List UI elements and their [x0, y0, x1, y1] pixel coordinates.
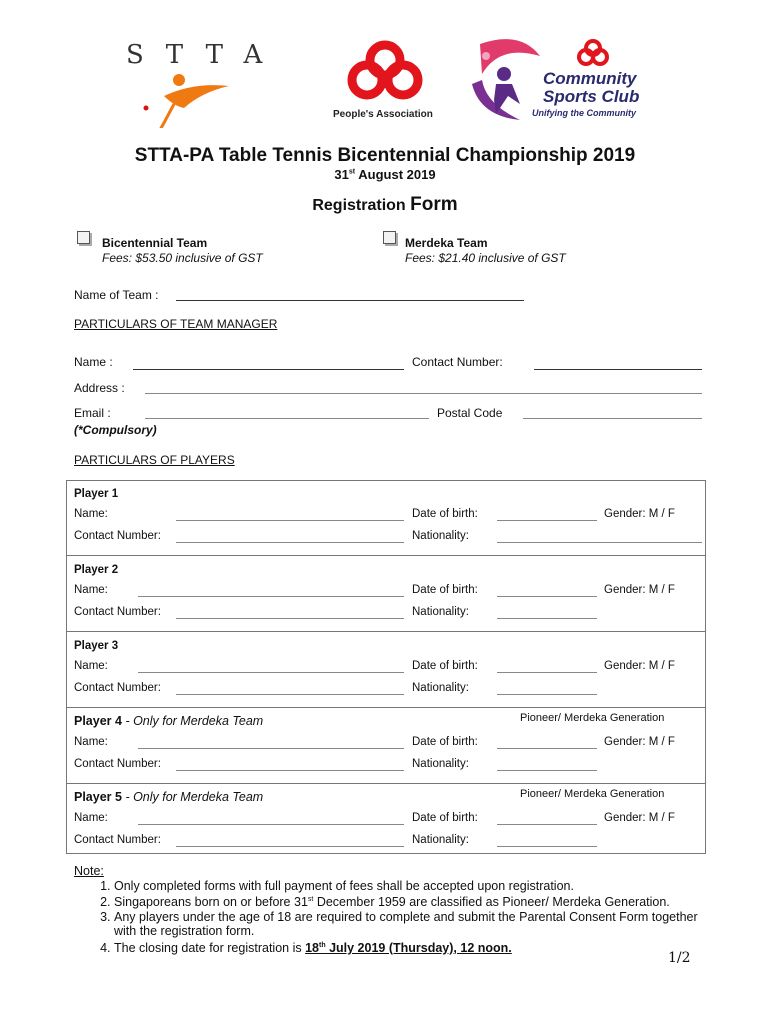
notes [74, 864, 714, 955]
note-item-2 [114, 893, 714, 910]
player-4-dob-field[interactable] [497, 748, 597, 749]
bicentennial-team-label: Bicentennial Team [102, 236, 208, 250]
note-item-2-a: Singaporeans born on or before 31 [114, 895, 308, 910]
stta-logo [124, 40, 285, 110]
player-5-title [74, 790, 263, 804]
player-1-contact-label: Contact Number: [74, 530, 161, 542]
closing-date-sup: th [318, 941, 326, 949]
player-4-nationality-field[interactable] [497, 770, 597, 771]
player-1-nationality-field[interactable] [497, 542, 702, 543]
note-item-4-a: The closing date for registration is [114, 940, 306, 955]
manager-email-field[interactable] [145, 418, 429, 419]
manager-postal-label: Postal Code [437, 406, 503, 420]
player-2-name-label: Name: [74, 584, 108, 596]
form-title-a: Registration [312, 197, 411, 214]
player-5-title-sub: - Only for Merdeka Team [121, 790, 264, 804]
player-2-name-field[interactable] [138, 596, 404, 597]
form-title-b: Form [410, 194, 458, 215]
closing-date [305, 941, 512, 955]
player-5-contact-field[interactable] [176, 846, 404, 847]
team-manager-heading: PARTICULARS OF TEAM MANAGER [74, 317, 278, 331]
player-3-name-label: Name: [74, 660, 108, 672]
player-3-dob-field[interactable] [497, 672, 597, 673]
player-4-name-field[interactable] [138, 748, 404, 749]
player-3-gender-label: Gender: M / F [604, 660, 675, 672]
manager-name-label: Name : [74, 355, 113, 369]
csc-emblem-icon [576, 38, 610, 68]
manager-postal-field[interactable] [523, 418, 702, 419]
closing-date-day: 18 [305, 940, 319, 955]
player-2-contact-field[interactable] [176, 618, 404, 619]
pa-caption: People's Association [333, 109, 433, 120]
player-4-title-text: Player 4 [74, 714, 122, 728]
player-2-dob-label: Date of birth: [412, 584, 478, 596]
player-4-name-label: Name: [74, 736, 108, 748]
player-4-gender-label: Gender: M / F [604, 736, 675, 748]
page-title: STTA-PA Table Tennis Bicentennial Championship 2019 [134, 145, 636, 166]
manager-address-label: Address : [74, 381, 125, 395]
player-5-title-text: Player 5 [74, 790, 122, 804]
players-heading: PARTICULARS OF PLAYERS [74, 453, 235, 467]
csc-title-line2: Sports Club [543, 87, 640, 106]
player-3-contact-label: Contact Number: [74, 682, 161, 694]
event-date-rest: August 2019 [355, 167, 436, 182]
player-4-title [74, 714, 263, 728]
player-5-dob-field[interactable] [497, 824, 597, 825]
merdeka-team-checkbox[interactable] [383, 231, 396, 244]
player-5-name-field[interactable] [138, 824, 404, 825]
player-3-nationality-field[interactable] [497, 694, 597, 695]
note-item-2-b: December 1959 are classified as Pioneer/ Merdeka Generation. [313, 895, 670, 910]
team-name-field[interactable] [176, 300, 524, 301]
player-2-nationality-label: Nationality: [412, 606, 469, 618]
event-date-day: 31 [334, 167, 349, 182]
note-item-1: 1. Only completed forms with full payment of fees shall be accepted upon registration. [114, 879, 714, 894]
note-item-2-sup: st [307, 896, 314, 903]
event-date-sup: st [348, 168, 356, 176]
merdeka-team-label: Merdeka Team [405, 236, 488, 250]
csc-logo [460, 34, 660, 124]
stta-player-mark [124, 68, 244, 128]
note-item-4 [114, 939, 714, 956]
player-2-title [74, 564, 118, 576]
player-5-nationality-label: Nationality: [412, 834, 469, 846]
player-1-title-text: Player 1 [74, 488, 119, 500]
player-2-dob-field[interactable] [497, 596, 597, 597]
player-5-nationality-field[interactable] [497, 846, 597, 847]
player-5-gender-label: Gender: M / F [604, 812, 675, 824]
player-3-title-text: Player 3 [74, 640, 119, 652]
player-3-title [74, 640, 118, 652]
player-1-name-label: Name: [74, 508, 108, 520]
manager-contact-label: Contact Number: [412, 355, 503, 369]
player-2-nationality-field[interactable] [497, 618, 597, 619]
player-1-name-field[interactable] [176, 520, 404, 521]
player-5-pioneer-label: Pioneer/ Merdeka Generation [520, 788, 665, 800]
player-5-name-label: Name: [74, 812, 108, 824]
team-name-label: Name of Team : [74, 288, 159, 302]
player-4-pioneer-label: Pioneer/ Merdeka Generation [520, 712, 665, 724]
pa-logo [325, 36, 445, 124]
player-5-dob-label: Date of birth: [412, 812, 478, 824]
csc-tagline: Unifying the Community [532, 108, 636, 118]
player-4-contact-label: Contact Number: [74, 758, 161, 770]
player-4-contact-field[interactable] [176, 770, 404, 771]
manager-contact-field[interactable] [534, 369, 702, 370]
csc-title-line1: Community [543, 69, 637, 88]
player-2-title-text: Player 2 [74, 564, 119, 576]
form-title [0, 194, 770, 216]
email-compulsory-note: (*Compulsory) [74, 423, 157, 437]
note-item-3: 3. Any players under the age of 18 are required to complete and submit the Parental Consent Form together with the registration form. [114, 910, 714, 939]
manager-email-label: Email : [74, 406, 111, 420]
player-2-contact-label: Contact Number: [74, 606, 161, 618]
player-1-dob-label: Date of birth: [412, 508, 478, 520]
player-1-title [74, 488, 118, 500]
page-number: 1/2 [668, 950, 691, 966]
bicentennial-team-fee: Fees: $53.50 inclusive of GST [102, 251, 263, 265]
player-4-title-sub: - Only for Merdeka Team [121, 714, 264, 728]
stta-logo-text: STTA [126, 40, 285, 70]
pa-emblem-icon [325, 36, 445, 108]
player-1-gender-label: Gender: M / F [604, 508, 675, 520]
player-5-contact-label: Contact Number: [74, 834, 161, 846]
player-4-dob-label: Date of birth: [412, 736, 478, 748]
player-3-name-field[interactable] [138, 672, 404, 673]
player-3-dob-label: Date of birth: [412, 660, 478, 672]
player-4-nationality-label: Nationality: [412, 758, 469, 770]
player-1-nationality-label: Nationality: [412, 530, 469, 542]
player-1-contact-field[interactable] [176, 542, 404, 543]
player-1-dob-field[interactable] [497, 520, 597, 521]
event-date [0, 167, 770, 182]
merdeka-team-fee: Fees: $21.40 inclusive of GST [405, 251, 566, 265]
closing-date-rest: July 2019 (Thursday), 12 noon. [325, 940, 512, 955]
player-3-nationality-label: Nationality: [412, 682, 469, 694]
player-3-contact-field[interactable] [176, 694, 404, 695]
manager-name-field[interactable] [133, 369, 404, 370]
player-2-gender-label: Gender: M / F [604, 584, 675, 596]
bicentennial-team-checkbox[interactable] [77, 231, 90, 244]
note-heading: Note: [74, 864, 104, 878]
manager-address-field[interactable] [145, 393, 702, 394]
